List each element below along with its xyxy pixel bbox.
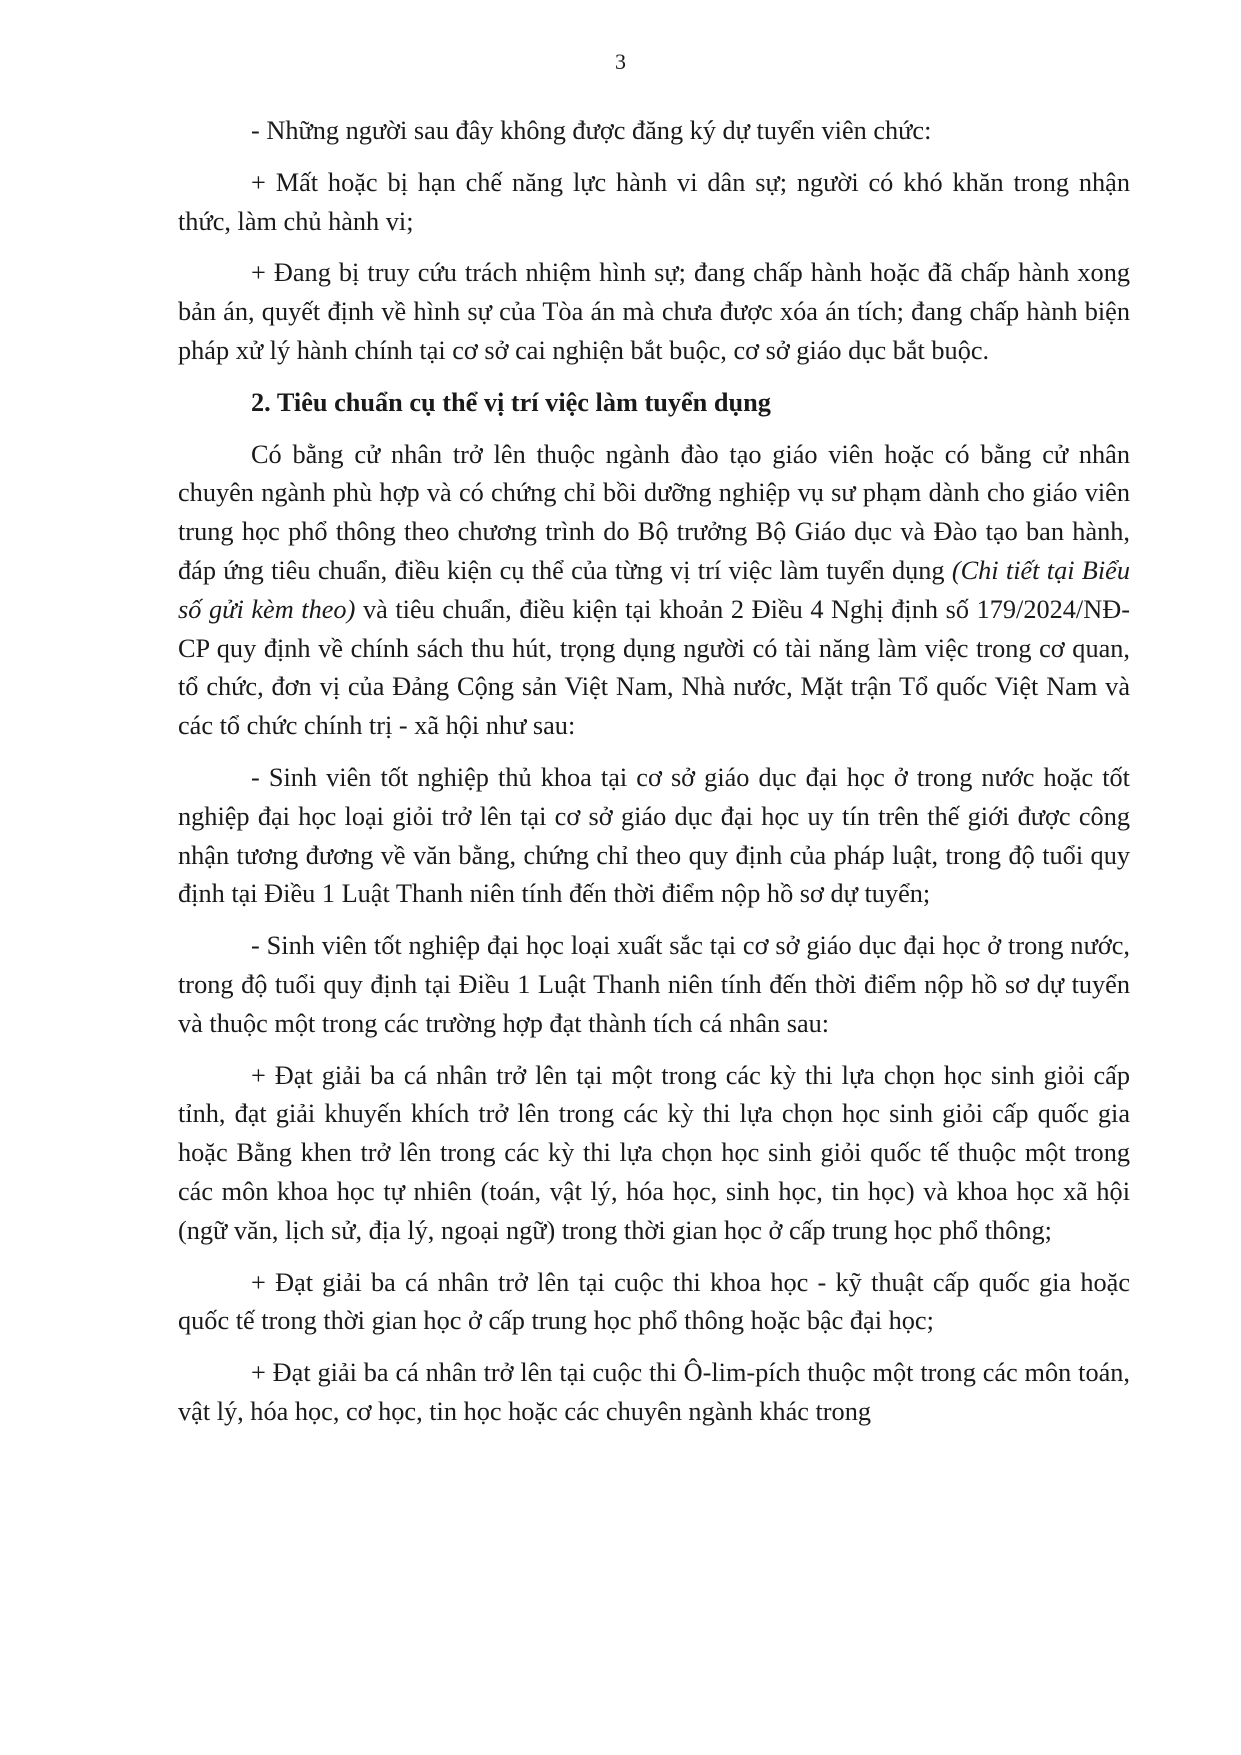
paragraph-science-award: + Đạt giải ba cá nhân trở lên tại cuộc thi khoa học - kỹ thuật cấp quốc gia hoặc quốc tế trong thời gian học ở cấp trung học phổ thông hoặc bậc đại học; <box>178 1267 1130 1336</box>
paragraph-valedictorian: - Sinh viên tốt nghiệp thủ khoa tại cơ sở giáo dục đại học ở trong nước hoặc tốt nghiệp đại học loại giỏi trở lên tại cơ sở giáo dục đại học uy tín trên thế giới được công nhận tương đương về văn bằng, chứng chỉ theo quy định của pháp luật, trong độ tuổi quy định tại Điều 1 Luật Thanh niên tính đến thời điểm nộp hồ sơ dự tuyển; <box>178 762 1130 909</box>
paragraph-excellent-graduate: - Sinh viên tốt nghiệp đại học loại xuất sắc tại cơ sở giáo dục đại học ở trong nước, trong độ tuổi quy định tại Điều 1 Luật Thanh niên tính đến thời điểm nộp hồ sơ dự tuyển và thuộc một trong các trường hợp đạt thành tích cá nhân sau: <box>178 931 1130 1038</box>
paragraph-civil-capacity: + Mất hoặc bị hạn chế năng lực hành vi dân sự; người có khó khăn trong nhận thức, làm chủ hành vi; <box>178 167 1130 236</box>
section-heading: 2. Tiêu chuẩn cụ thể vị trí việc làm tuyển dụng <box>251 387 771 417</box>
paragraph-olympiad-award: + Đạt giải ba cá nhân trở lên tại cuộc thi Ô-lim-pích thuộc một trong các môn toán, vật lý, hóa học, cơ học, tin học hoặc các chuyên ngành khác trong <box>178 1358 1130 1426</box>
paragraph-text-part: Có bằng cử nhân trở lên thuộc ngành đào tạo giáo viên hoặc có bằng cử nhân chuyên ngành phù hợp và có chứng chỉ bồi dưỡng nghiệp vụ sư phạm dành cho giáo viên trung học phổ thông theo chương trình do Bộ trưởng Bộ Giáo dục và Đào tạo ban hành, đáp ứng tiêu chuẩn, điều kiện cụ thể của từng vị trí việc làm tuyển dụng <box>178 439 1130 585</box>
paragraph-criminal-liability: + Đang bị truy cứu trách nhiệm hình sự; đang chấp hành hoặc đã chấp hành xong bản án, quyết định về hình sự của Tòa án mà chưa được xóa án tích; đang chấp hành biện pháp xử lý hành chính tại cơ sở cai nghiện bắt buộc, cơ sở giáo dục bắt buộc. <box>178 258 1130 365</box>
italic-reference: (Chi tiết tại Biểu số gửi kèm theo) <box>178 555 1130 624</box>
document-body <box>178 112 1130 1445</box>
paragraph-bachelor-requirement <box>178 436 1130 746</box>
paragraph-text-part: và tiêu chuẩn, điều kiện tại khoản 2 Điều 4 Nghị định số 179/2024/NĐ-CP quy định về chính sách thu hút, trọng dụng người có tài năng làm việc trong cơ quan, tổ chức, đơn vị của Đảng Cộng sản Việt Nam, Nhà nước, Mặt trận Tổ quốc Việt Nam và các tổ chức chính trị - xã hội như sau: <box>178 594 1130 741</box>
paragraph-ineligible-intro: - Những người sau đây không được đăng ký dự tuyển viên chức: <box>251 116 932 145</box>
paragraph-provincial-award: + Đạt giải ba cá nhân trở lên tại một trong các kỳ thi lựa chọn học sinh giỏi cấp tỉnh, đạt giải khuyến khích trở lên trong các kỳ thi lựa chọn học sinh giỏi cấp quốc gia hoặc Bằng khen trở lên trong các kỳ thi lựa chọn học sinh giỏi quốc tế thuộc một trong các môn khoa học tự nhiên (toán, vật lý, hóa học, sinh học, tin học) và khoa học xã hội (ngữ văn, lịch sử, địa lý, ngoại ngữ) trong thời gian học ở cấp trung học phổ thông; <box>178 1060 1130 1245</box>
page-number: 3 <box>615 49 626 74</box>
